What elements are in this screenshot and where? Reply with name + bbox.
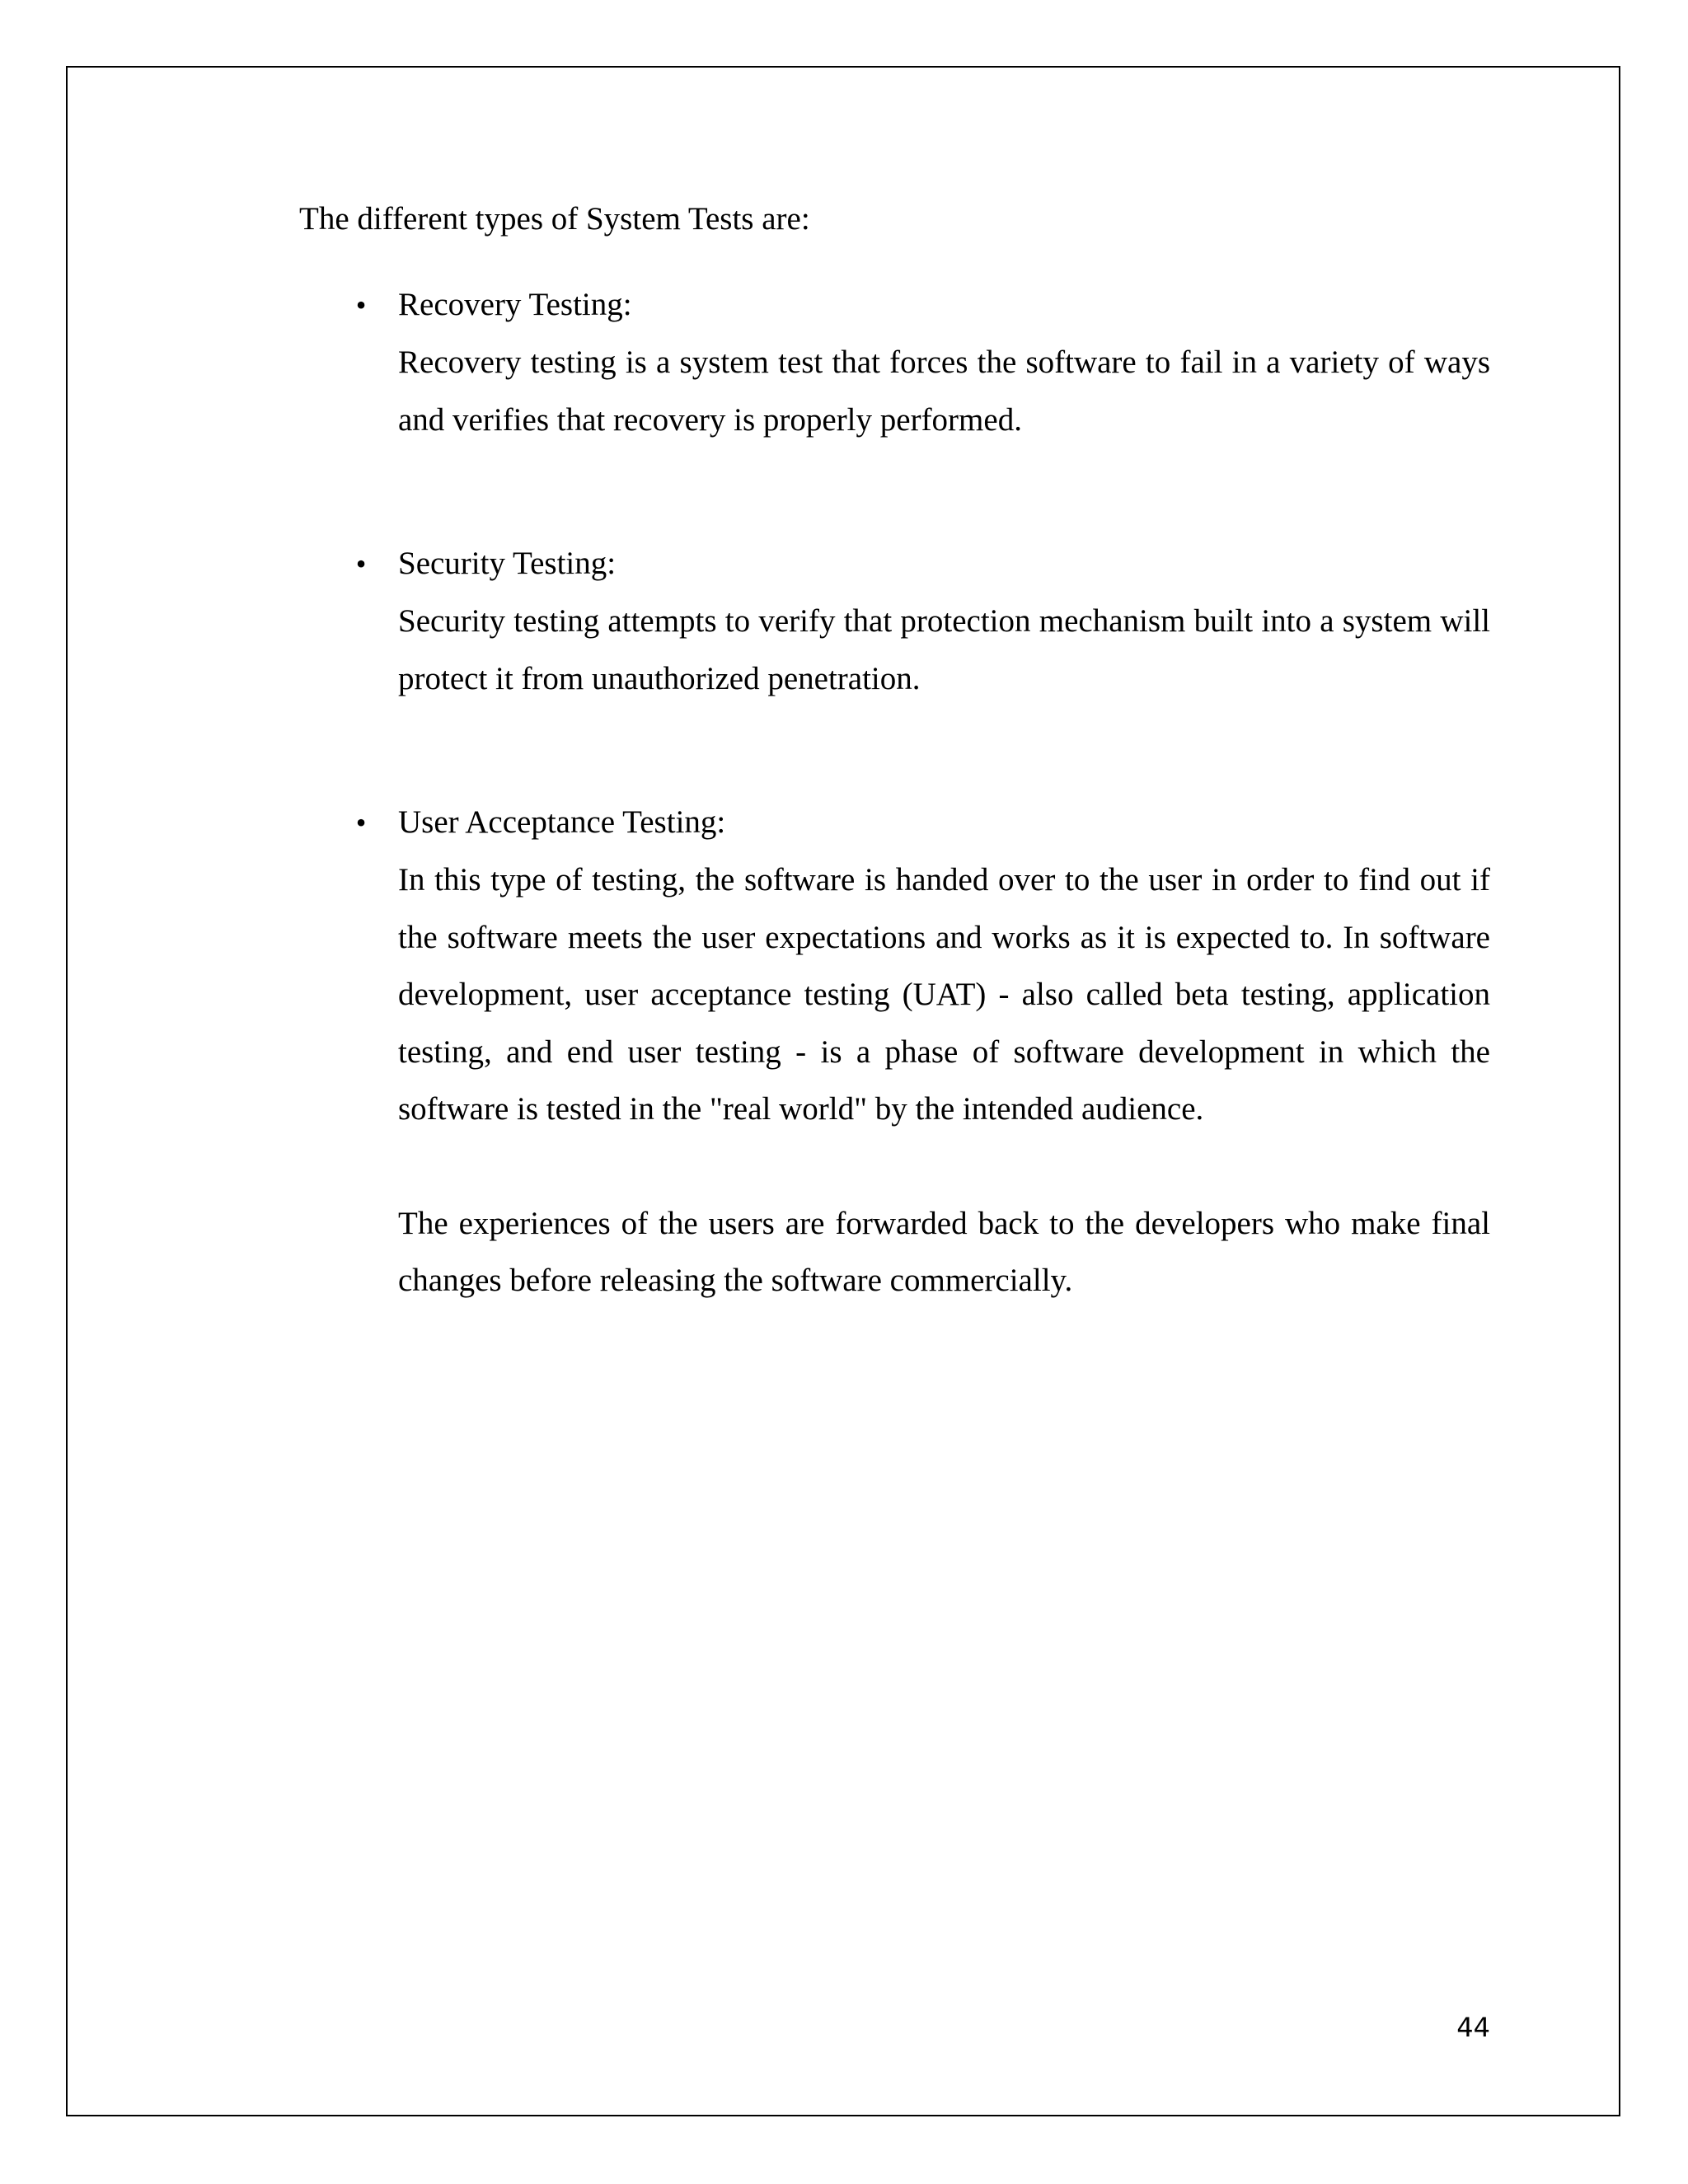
item-title: Recovery Testing: xyxy=(398,287,632,322)
item-title: Security Testing: xyxy=(398,546,617,581)
item-body: Recovery testing is a system test that forces the software to fail in a variety of ways and verifies that recovery is properly performed. xyxy=(398,344,1490,438)
item-body: In this type of testing, the software is handed over to the user in order to find out if the software meets the user expectations and works as it is expected to. In software development, user acceptance testing (UAT) - also called beta testing, application testing, and end user testing - is a phase of software development in which the software is tested in the "real world" by the intended audience. xyxy=(398,862,1490,1127)
item-title: User Acceptance Testing: xyxy=(398,804,726,840)
bullet-icon: • xyxy=(355,288,367,321)
list-item-user-acceptance-testing xyxy=(355,799,1490,1310)
intro-text: The different types of System Tests are: xyxy=(299,201,810,237)
item-body-continuation: The experiences of the users are forwarded back to the developers who make final changes before releasing the software commercially. xyxy=(398,1205,1490,1298)
bullet-icon: • xyxy=(355,806,367,839)
page-number: 44 xyxy=(1456,2012,1490,2043)
bullet-icon: • xyxy=(355,547,367,580)
list-item-security-testing xyxy=(355,541,1490,707)
item-body: Security testing attempts to verify that protection mechanism built into a system will protect it from unauthorized penetration. xyxy=(398,603,1490,696)
list-item-recovery-testing xyxy=(355,282,1490,448)
